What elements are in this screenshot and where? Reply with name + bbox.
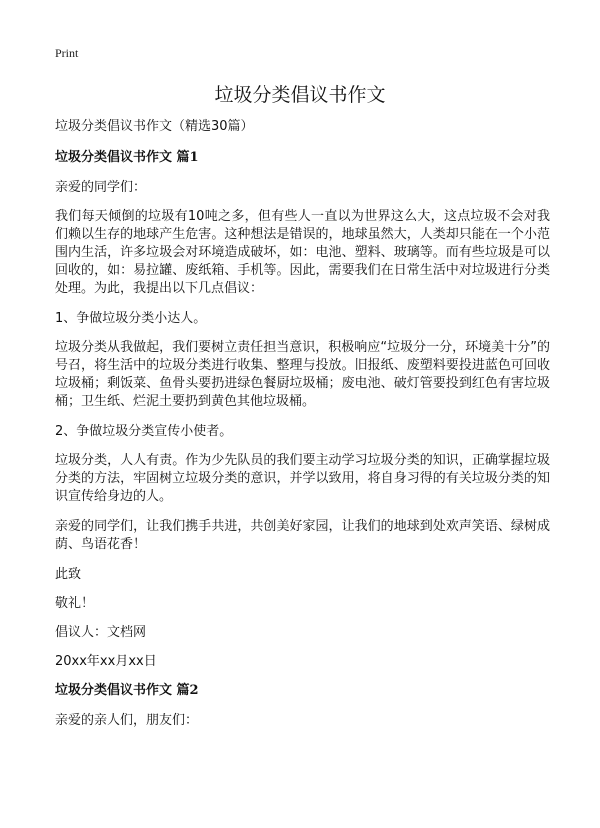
- closing-paragraph: 亲爱的同学们，让我们携手共进，共创美好家园，让我们的地球到处欢声笑语、绿树成荫、鸟语花香！: [55, 519, 550, 552]
- point-2-title: 2、争做垃圾分类宣传小使者。: [55, 424, 233, 439]
- salutation-1: 此致: [55, 567, 82, 582]
- document-subtitle: 垃圾分类倡议书作文（精选30篇）: [55, 119, 254, 134]
- point-1-title: 1、争做垃圾分类小达人。: [55, 311, 207, 326]
- article-heading-1: 垃圾分类倡议书作文 篇1: [55, 150, 199, 165]
- print-label: Print: [55, 46, 79, 60]
- point-1-body: 垃圾分类从我做起，我们要树立责任担当意识，积极响应“垃圾分一分，环境美十分”的号召，将生活中的垃圾分类进行收集、整理与投放。旧报纸、废塑料要投进蓝色可回收垃圾桶；剩饭菜、鱼骨头要扔进绿色餐厨垃圾桶；废电池、破灯管要投到红色有害垃圾桶；卫生纸、烂泥土要扔到黄色其他垃圾桶。: [55, 340, 550, 409]
- point-2-body: 垃圾分类，人人有责。作为少先队员的我们要主动学习垃圾分类的知识，正确掌握垃圾分类的方法，牢固树立垃圾分类的意识，并学以致用，将自身习得的有关垃圾分类的知识宣传给身边的人。: [55, 453, 550, 504]
- intro-paragraph: 我们每天倾倒的垃圾有10吨之多，但有些人一直以为世界这么大，这点垃圾不会对我们赖以生存的地球产生危害。这种想法是错误的，地球虽然大，人类却只能在一个小范围内生活，许多垃圾会对环境造成破坏，如：电池、塑料、玻璃等。而有些垃圾是可以回收的，如：易拉罐、废纸箱、手机等。因此，需要我们在日常生活中对垃圾进行分类处理。为此，我提出以下几点倡议：: [55, 209, 550, 296]
- greeting-2: 亲爱的亲人们，朋友们：: [55, 713, 199, 728]
- page-title: 垃圾分类倡议书作文: [214, 84, 386, 106]
- greeting: 亲爱的同学们：: [55, 180, 147, 195]
- salutation-2: 敬礼！: [55, 596, 95, 611]
- signer: 倡议人：文档网: [55, 625, 147, 640]
- article-heading-2: 垃圾分类倡议书作文 篇2: [55, 683, 199, 698]
- date: 20xx年xx月xx日: [55, 654, 157, 669]
- document-body: [55, 118, 550, 741]
